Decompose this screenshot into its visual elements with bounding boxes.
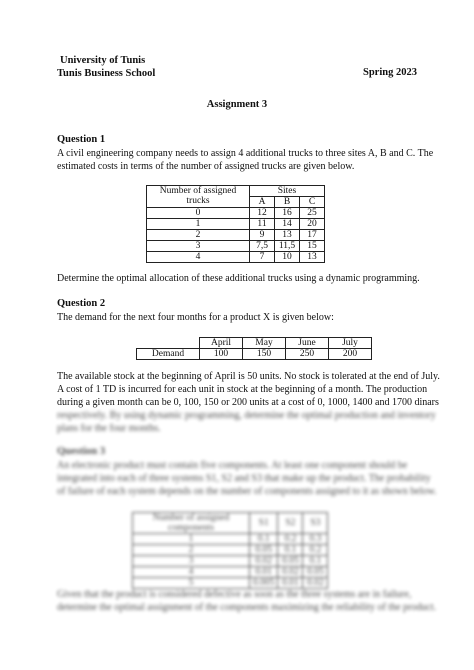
table-cell: 150 (243, 349, 286, 360)
table-header-cell: A (250, 197, 275, 208)
paragraph-line: during a given month can be 0, 100, 150 or 200 units at a cost of 0, 1000, 1400 and 1700 dinars (57, 397, 439, 408)
demand-table (136, 337, 372, 360)
table-cell: 0.05 (250, 545, 278, 556)
table-header-cell: Sites (250, 186, 325, 197)
paragraph-line: A civil engineering company needs to assign 4 additional trucks to three sites A, B and C. The (57, 148, 434, 159)
table-row (147, 208, 325, 219)
question-1-task (57, 272, 419, 285)
paragraph-line: An electronic product must contain five components. At least one component should be (57, 460, 408, 471)
paragraph-line: Determine the optimal allocation of these additional trucks using a dynamic programming. (57, 273, 420, 284)
table-row (147, 230, 325, 241)
paragraph-line: The available stock at the beginning of April is 50 units. No stock is tolerated at the end of July. (57, 371, 440, 382)
table-cell: 7 (250, 252, 275, 263)
table-header-cell: S3 (303, 513, 328, 534)
paragraph-line: Given that the product is considered defective as soon as the three systems are in failure, (57, 589, 412, 600)
paragraph-line: of failure of each system depends on the number of components assigned to it as shown below. (57, 486, 437, 497)
table-cell: 2 (133, 545, 250, 556)
table-cell: 14 (275, 219, 300, 230)
table-cell: 0.05 (303, 567, 328, 578)
table-cell: 0.005 (250, 578, 278, 589)
table-cell: 2 (147, 230, 250, 241)
table-row (133, 556, 328, 567)
table-cell: 12 (250, 208, 275, 219)
table-header-cell: June (286, 338, 329, 349)
header-left (57, 54, 155, 80)
table-cell: 7,5 (250, 241, 275, 252)
table-cell: 25 (300, 208, 325, 219)
school-name: Tunis Business School (57, 68, 156, 79)
table-header-cell: Number of assigned components (133, 513, 250, 534)
table-header-row (133, 513, 328, 534)
paragraph-line: respectively. By using dynamic programming, determine the optimal production and inventory (57, 410, 436, 421)
table-cell: 10 (275, 252, 300, 263)
table-cell: 20 (300, 219, 325, 230)
table-cell: 200 (329, 349, 372, 360)
table-cell: 0.02 (250, 556, 278, 567)
table-header-cell: S1 (250, 513, 278, 534)
question-3-text (57, 459, 437, 498)
table-cell: 3 (147, 241, 250, 252)
table-row (133, 534, 328, 545)
table-cell: 11,5 (275, 241, 300, 252)
table-header-cell: S2 (278, 513, 303, 534)
table-cell: 0.1 (250, 534, 278, 545)
table-cell: 11 (250, 219, 275, 230)
table-cell: 0.2 (303, 545, 328, 556)
question-2-heading: Question 2 (57, 298, 106, 309)
table-corner-cell (137, 338, 200, 349)
table-cell: 0.05 (278, 556, 303, 567)
paragraph-line: A cost of 1 TD is incurred for each unit in stock at the beginning of a month. The production (57, 384, 428, 395)
paragraph-line: estimated costs in terms of the number of assigned trucks are given below. (57, 161, 355, 172)
table-row (147, 252, 325, 263)
table-row (147, 219, 325, 230)
table-cell: 9 (250, 230, 275, 241)
table-cell: 0.02 (278, 567, 303, 578)
table-cell: 16 (275, 208, 300, 219)
university-name: University of Tunis (60, 55, 146, 66)
table-cell: 0.1 (278, 545, 303, 556)
table-cell: 0 (147, 208, 250, 219)
assignment-title: Assignment 3 (206, 99, 268, 110)
table-cell: 4 (133, 567, 250, 578)
table-row (133, 567, 328, 578)
question-3-heading: Question 3 (57, 446, 106, 457)
table-row (133, 578, 328, 589)
table-cell: 0.01 (250, 567, 278, 578)
table-row (137, 349, 372, 360)
table-header-cell: May (243, 338, 286, 349)
table-row (147, 241, 325, 252)
table-cell: 15 (300, 241, 325, 252)
table-cell: 0.1 (303, 556, 328, 567)
table-cell: 17 (300, 230, 325, 241)
table-cell: 0.3 (303, 534, 328, 545)
table-cell: 0.01 (278, 578, 303, 589)
table-header-row (147, 186, 325, 197)
table-cell: 1 (133, 534, 250, 545)
table-header-cell: July (329, 338, 372, 349)
table-row (133, 545, 328, 556)
table-cell: 0.2 (278, 534, 303, 545)
question-1-heading: Question 1 (57, 134, 106, 145)
question-2-text (57, 370, 440, 435)
question-2-intro (57, 311, 419, 324)
table-header-cell: C (300, 197, 325, 208)
table-cell: 3 (133, 556, 250, 567)
failure-probability-table (132, 512, 328, 589)
table-cell: 250 (286, 349, 329, 360)
truck-cost-table (146, 185, 325, 263)
table-cell: 5 (133, 578, 250, 589)
question-3-task (57, 588, 437, 614)
table-cell: 1 (147, 219, 250, 230)
table-header-cell: April (200, 338, 243, 349)
table-header-cell: Number of assigned trucks (147, 186, 250, 208)
table-row-label: Demand (137, 349, 200, 360)
table-cell: 13 (300, 252, 325, 263)
table-header-cell: B (275, 197, 300, 208)
paragraph-line: plans for the four months. (57, 423, 161, 434)
paragraph-line: The demand for the next four months for a product X is given below: (57, 312, 334, 323)
question-1-text (57, 147, 434, 173)
term-label: Spring 2023 (363, 67, 417, 78)
table-cell: 4 (147, 252, 250, 263)
table-header-row (137, 338, 372, 349)
table-cell: 0.02 (303, 578, 328, 589)
paragraph-line: integrated into each of three systems S1, S2 and S3 that make up the product. The probability (57, 473, 431, 484)
paragraph-line: determine the optimal assignment of the components maximizing the reliability of the product. (57, 602, 437, 613)
table-cell: 100 (200, 349, 243, 360)
table-cell: 13 (275, 230, 300, 241)
